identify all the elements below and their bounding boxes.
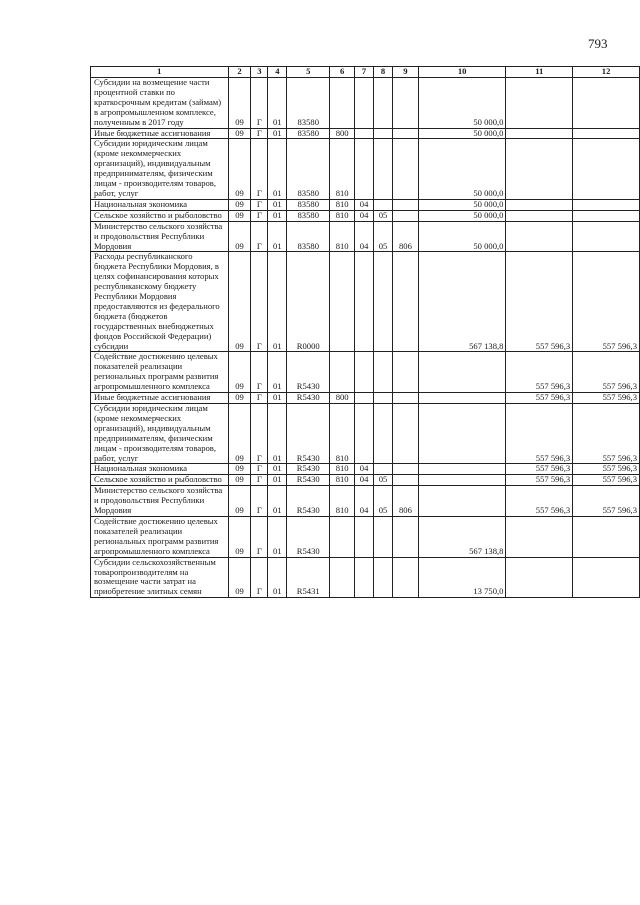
table-row	[91, 486, 640, 517]
column-header: 5	[287, 67, 330, 78]
program-letter-cell: Г	[251, 139, 268, 199]
amount-2018-cell: 50 000,0	[418, 210, 506, 221]
expense-type-cell	[330, 352, 355, 393]
program-letter-cell: Г	[251, 393, 268, 404]
subprogram-code-cell: 01	[268, 128, 287, 139]
subprogram-code-cell: 01	[268, 464, 287, 475]
amount-2020-cell	[573, 516, 640, 557]
column-header: 4	[268, 67, 287, 78]
amount-2020-cell	[573, 128, 640, 139]
amount-2018-cell	[418, 352, 506, 393]
expense-type-cell	[330, 78, 355, 129]
column-header: 12	[573, 67, 640, 78]
amount-2019-cell	[506, 199, 573, 210]
section-cell	[355, 252, 374, 352]
ministry-code-cell	[392, 557, 418, 598]
expense-type-cell: 810	[330, 221, 355, 252]
section-cell: 04	[355, 210, 374, 221]
column-header: 7	[355, 67, 374, 78]
expense-type-cell	[330, 516, 355, 557]
program-letter-cell: Г	[251, 352, 268, 393]
ministry-code-cell	[392, 516, 418, 557]
subprogram-code-cell: 01	[268, 78, 287, 129]
section-code-cell: 09	[228, 404, 251, 464]
program-letter-cell: Г	[251, 557, 268, 598]
amount-2018-cell: 13 750,0	[418, 557, 506, 598]
table-row	[91, 199, 640, 210]
section-code-cell: 09	[228, 78, 251, 129]
target-item-cell: R5431	[287, 557, 330, 598]
program-letter-cell: Г	[251, 199, 268, 210]
amount-2018-cell	[418, 464, 506, 475]
target-item-cell: 83580	[287, 221, 330, 252]
amount-2020-cell	[573, 78, 640, 129]
ministry-code-cell	[392, 393, 418, 404]
section-cell	[355, 516, 374, 557]
section-code-cell: 09	[228, 221, 251, 252]
ministry-code-cell	[392, 475, 418, 486]
program-letter-cell: Г	[251, 78, 268, 129]
column-header: 3	[251, 67, 268, 78]
table-row	[91, 139, 640, 199]
subprogram-code-cell: 01	[268, 199, 287, 210]
section-cell: 04	[355, 221, 374, 252]
program-letter-cell: Г	[251, 464, 268, 475]
section-cell: 04	[355, 464, 374, 475]
amount-2018-cell: 50 000,0	[418, 199, 506, 210]
section-cell	[355, 78, 374, 129]
column-header: 11	[506, 67, 573, 78]
amount-2018-cell: 567 138,8	[418, 252, 506, 352]
amount-2019-cell: 557 596,3	[506, 404, 573, 464]
subsection-cell	[374, 516, 393, 557]
table-header-row	[91, 67, 640, 78]
expense-type-cell: 800	[330, 128, 355, 139]
program-letter-cell: Г	[251, 128, 268, 139]
table-row	[91, 252, 640, 352]
expense-type-cell: 810	[330, 139, 355, 199]
section-cell	[355, 404, 374, 464]
amount-2018-cell: 50 000,0	[418, 139, 506, 199]
row-name-cell: Сельское хозяйство и рыболовство	[91, 475, 229, 486]
subsection-cell	[374, 404, 393, 464]
target-item-cell: R0000	[287, 252, 330, 352]
section-code-cell: 09	[228, 128, 251, 139]
section-code-cell: 09	[228, 352, 251, 393]
ministry-code-cell	[392, 252, 418, 352]
table-row	[91, 128, 640, 139]
target-item-cell: R5430	[287, 475, 330, 486]
target-item-cell: R5430	[287, 393, 330, 404]
ministry-code-cell	[392, 139, 418, 199]
program-letter-cell: Г	[251, 210, 268, 221]
amount-2019-cell	[506, 128, 573, 139]
subprogram-code-cell: 01	[268, 210, 287, 221]
table-row	[91, 210, 640, 221]
amount-2019-cell: 557 596,3	[506, 352, 573, 393]
program-letter-cell: Г	[251, 475, 268, 486]
amount-2018-cell: 50 000,0	[418, 128, 506, 139]
target-item-cell: R5430	[287, 352, 330, 393]
target-item-cell: R5430	[287, 486, 330, 517]
table-row	[91, 557, 640, 598]
amount-2018-cell	[418, 393, 506, 404]
amount-2019-cell: 557 596,3	[506, 464, 573, 475]
program-letter-cell: Г	[251, 486, 268, 517]
row-name-cell: Национальная экономика	[91, 464, 229, 475]
amount-2020-cell: 557 596,3	[573, 464, 640, 475]
subsection-cell	[374, 557, 393, 598]
ministry-code-cell: 806	[392, 486, 418, 517]
program-letter-cell: Г	[251, 252, 268, 352]
subsection-cell: 05	[374, 221, 393, 252]
amount-2018-cell: 50 000,0	[418, 221, 506, 252]
ministry-code-cell	[392, 404, 418, 464]
amount-2019-cell	[506, 78, 573, 129]
amount-2020-cell	[573, 221, 640, 252]
amount-2019-cell: 557 596,3	[506, 486, 573, 517]
table-row	[91, 78, 640, 129]
amount-2018-cell	[418, 404, 506, 464]
row-name-cell: Субсидии юридическим лицам (кроме некоммерческих организаций), индивидуальным предпринимателям, физическим лицам - производителям товаров, работ, услуг	[91, 404, 229, 464]
subsection-cell	[374, 252, 393, 352]
section-code-cell: 09	[228, 139, 251, 199]
subprogram-code-cell: 01	[268, 475, 287, 486]
section-code-cell: 09	[228, 486, 251, 517]
table-row	[91, 393, 640, 404]
ministry-code-cell	[392, 210, 418, 221]
ministry-code-cell	[392, 199, 418, 210]
section-cell	[355, 352, 374, 393]
row-name-cell: Расходы республиканского бюджета Республики Мордовия, в целях софинансирования которых республиканскому бюджету Республики Мордовия предоставляются из федерального бюджета (бюджетов государственных внебюджетных фондов Российской Федерации) субсидии	[91, 252, 229, 352]
row-name-cell: Содействие достижению целевых показателей реализации региональных программ развития агропромышленного комплекса	[91, 516, 229, 557]
amount-2020-cell	[573, 199, 640, 210]
expense-type-cell: 800	[330, 393, 355, 404]
budget-table	[90, 66, 640, 598]
target-item-cell: 83580	[287, 139, 330, 199]
ministry-code-cell: 806	[392, 221, 418, 252]
row-name-cell: Субсидии юридическим лицам (кроме некоммерческих организаций), индивидуальным предпринимателям, физическим лицам - производителям товаров, работ, услуг	[91, 139, 229, 199]
subprogram-code-cell: 01	[268, 393, 287, 404]
ministry-code-cell	[392, 464, 418, 475]
subsection-cell	[374, 78, 393, 129]
section-code-cell: 09	[228, 210, 251, 221]
row-name-cell: Министерство сельского хозяйства и продовольствия Республики Мордовия	[91, 221, 229, 252]
table-row	[91, 516, 640, 557]
section-code-cell: 09	[228, 464, 251, 475]
ministry-code-cell	[392, 128, 418, 139]
program-letter-cell: Г	[251, 404, 268, 464]
subprogram-code-cell: 01	[268, 352, 287, 393]
target-item-cell: R5430	[287, 516, 330, 557]
section-cell	[355, 139, 374, 199]
target-item-cell: 83580	[287, 128, 330, 139]
amount-2020-cell	[573, 557, 640, 598]
section-cell: 04	[355, 475, 374, 486]
table-row	[91, 475, 640, 486]
section-code-cell: 09	[228, 557, 251, 598]
amount-2018-cell: 50 000,0	[418, 78, 506, 129]
subprogram-code-cell: 01	[268, 557, 287, 598]
subsection-cell	[374, 352, 393, 393]
amount-2020-cell: 557 596,3	[573, 486, 640, 517]
column-header: 9	[392, 67, 418, 78]
amount-2019-cell	[506, 557, 573, 598]
row-name-cell: Иные бюджетные ассигнования	[91, 393, 229, 404]
amount-2020-cell: 557 596,3	[573, 393, 640, 404]
program-letter-cell: Г	[251, 516, 268, 557]
row-name-cell: Субсидии сельскохозяйственным товаропроизводителям на возмещение части затрат на приобретение элитных семян	[91, 557, 229, 598]
section-code-cell: 09	[228, 252, 251, 352]
table-row	[91, 221, 640, 252]
table-row	[91, 404, 640, 464]
amount-2019-cell: 557 596,3	[506, 393, 573, 404]
subsection-cell: 05	[374, 210, 393, 221]
section-cell	[355, 393, 374, 404]
amount-2020-cell: 557 596,3	[573, 352, 640, 393]
program-letter-cell: Г	[251, 221, 268, 252]
amount-2018-cell	[418, 486, 506, 517]
page-number: 793	[588, 36, 608, 51]
expense-type-cell: 810	[330, 486, 355, 517]
subsection-cell	[374, 128, 393, 139]
expense-type-cell	[330, 252, 355, 352]
subprogram-code-cell: 01	[268, 252, 287, 352]
expense-type-cell: 810	[330, 464, 355, 475]
amount-2019-cell: 557 596,3	[506, 252, 573, 352]
subsection-cell	[374, 199, 393, 210]
subsection-cell: 05	[374, 475, 393, 486]
subsection-cell: 05	[374, 486, 393, 517]
subprogram-code-cell: 01	[268, 404, 287, 464]
ministry-code-cell	[392, 352, 418, 393]
column-header: 10	[418, 67, 506, 78]
column-header: 6	[330, 67, 355, 78]
subsection-cell	[374, 464, 393, 475]
amount-2020-cell: 557 596,3	[573, 252, 640, 352]
target-item-cell: 83580	[287, 78, 330, 129]
subprogram-code-cell: 01	[268, 486, 287, 517]
column-header: 8	[374, 67, 393, 78]
target-item-cell: 83580	[287, 199, 330, 210]
section-code-cell: 09	[228, 475, 251, 486]
amount-2018-cell: 567 138,8	[418, 516, 506, 557]
target-item-cell: R5430	[287, 404, 330, 464]
target-item-cell: R5430	[287, 464, 330, 475]
amount-2019-cell: 557 596,3	[506, 475, 573, 486]
amount-2018-cell	[418, 475, 506, 486]
subprogram-code-cell: 01	[268, 221, 287, 252]
row-name-cell: Содействие достижению целевых показателей реализации региональных программ развития агропромышленного комплекса	[91, 352, 229, 393]
expense-type-cell: 810	[330, 210, 355, 221]
section-cell: 04	[355, 199, 374, 210]
subprogram-code-cell: 01	[268, 516, 287, 557]
table-row	[91, 464, 640, 475]
expense-type-cell: 810	[330, 404, 355, 464]
target-item-cell: 83580	[287, 210, 330, 221]
amount-2019-cell	[506, 221, 573, 252]
section-cell	[355, 128, 374, 139]
amount-2020-cell: 557 596,3	[573, 475, 640, 486]
ministry-code-cell	[392, 78, 418, 129]
section-code-cell: 09	[228, 393, 251, 404]
amount-2020-cell	[573, 210, 640, 221]
row-name-cell: Министерство сельского хозяйства и продовольствия Республики Мордовия	[91, 486, 229, 517]
amount-2019-cell	[506, 139, 573, 199]
subprogram-code-cell: 01	[268, 139, 287, 199]
row-name-cell: Национальная экономика	[91, 199, 229, 210]
expense-type-cell	[330, 557, 355, 598]
column-header: 2	[228, 67, 251, 78]
row-name-cell: Сельское хозяйство и рыболовство	[91, 210, 229, 221]
section-code-cell: 09	[228, 516, 251, 557]
amount-2019-cell	[506, 516, 573, 557]
amount-2020-cell: 557 596,3	[573, 404, 640, 464]
subsection-cell	[374, 139, 393, 199]
expense-type-cell: 810	[330, 199, 355, 210]
expense-type-cell: 810	[330, 475, 355, 486]
section-cell: 04	[355, 486, 374, 517]
section-cell	[355, 557, 374, 598]
section-code-cell: 09	[228, 199, 251, 210]
subsection-cell	[374, 393, 393, 404]
amount-2019-cell	[506, 210, 573, 221]
column-header: 1	[91, 67, 229, 78]
row-name-cell: Иные бюджетные ассигнования	[91, 128, 229, 139]
amount-2020-cell	[573, 139, 640, 199]
table-row	[91, 352, 640, 393]
row-name-cell: Субсидии на возмещение части процентной ставки по краткосрочным кредитам (займам) в агропромышленном комплексе, полученным в 2017 году	[91, 78, 229, 129]
